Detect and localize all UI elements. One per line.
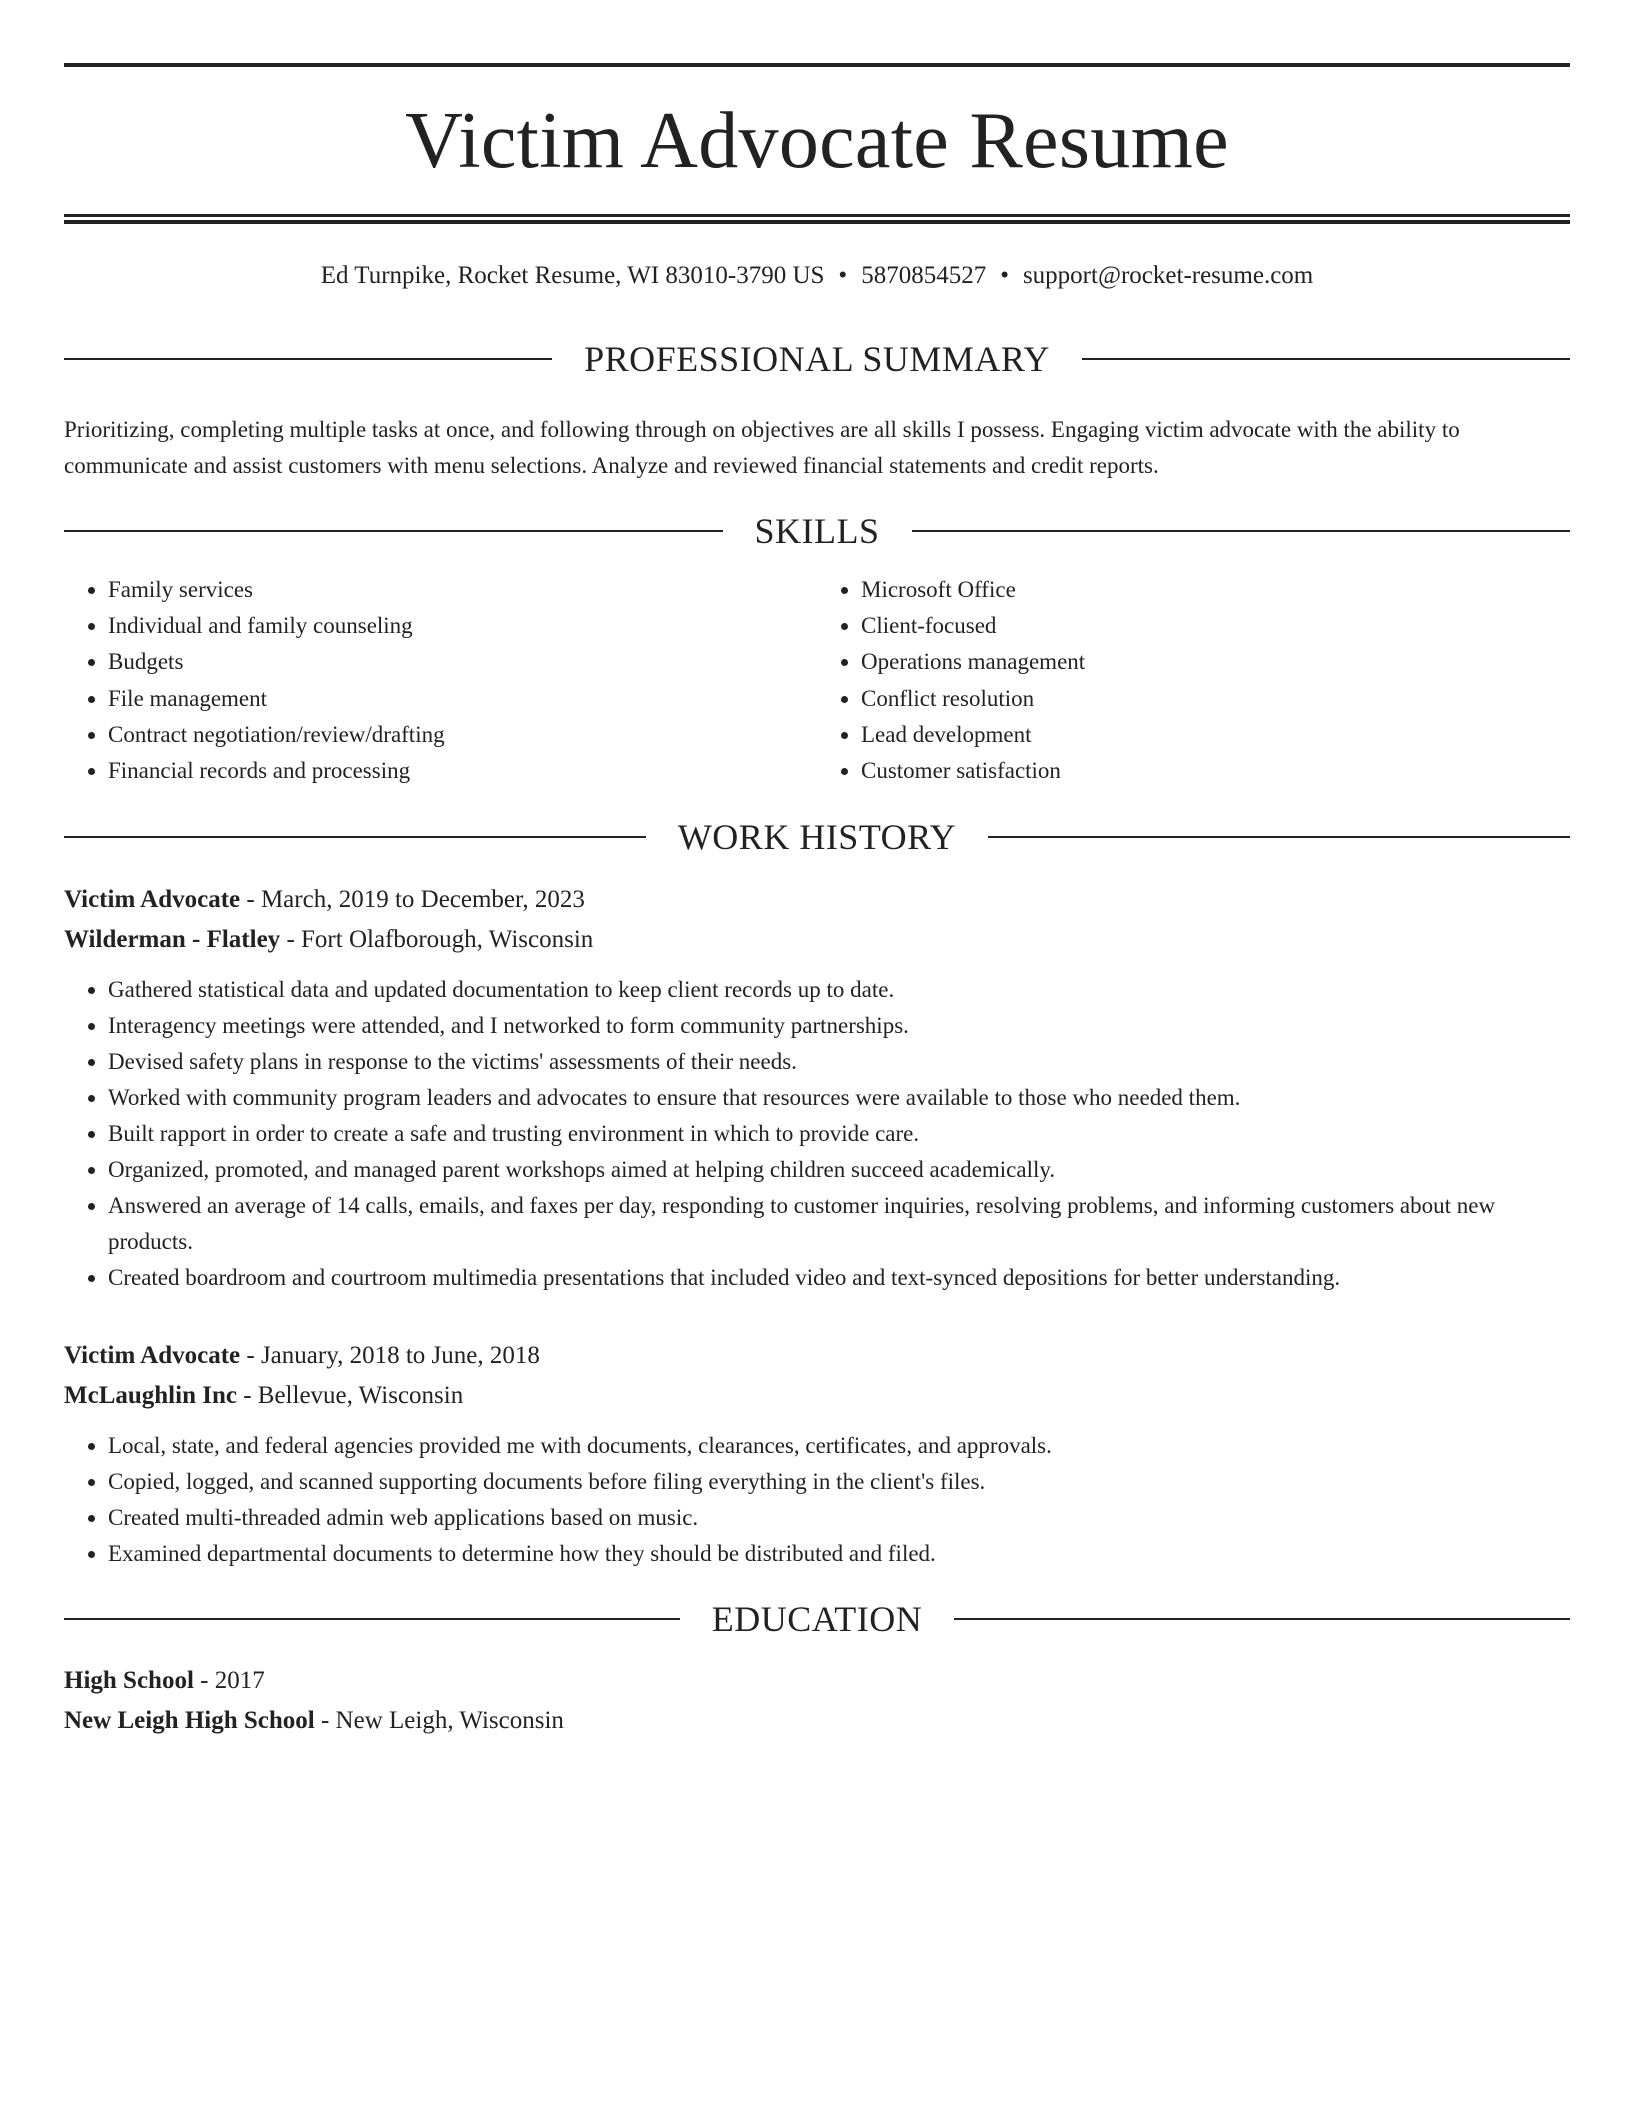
heading-rule xyxy=(64,358,552,360)
summary-section-heading xyxy=(64,341,1570,377)
skill-item: • Family services xyxy=(108,572,817,608)
contact-email: support@rocket-resume.com xyxy=(1022,262,1314,289)
skill-item: • Conflict resolution xyxy=(861,681,1570,717)
education-school: New Leigh High School xyxy=(64,1707,315,1735)
education-section-heading xyxy=(64,1599,1570,1640)
skill-item: • File management xyxy=(108,681,817,717)
resume-title: Victim Advocate Resume xyxy=(405,97,1229,185)
education-year: - 2017 xyxy=(193,1667,265,1695)
job-bullet: • Answered an average of 14 calls, emails, and faxes per day, responding to customer inquiries, resolving problems, and informing customers about new products. xyxy=(108,1188,1570,1260)
job-bullets xyxy=(64,972,1570,1296)
summary-heading-label: PROFESSIONAL SUMMARY xyxy=(584,339,1050,379)
job-bullets xyxy=(64,1428,1570,1572)
job-title: Victim Advocate xyxy=(64,886,241,914)
contact-phone: 5870854527 xyxy=(861,262,987,289)
job-bullet: • Interagency meetings were attended, and I networked to form community partnerships. xyxy=(108,1008,1570,1044)
job-entry xyxy=(64,880,1570,1296)
skill-item: • Microsoft Office xyxy=(861,572,1570,608)
job-bullet: • Organized, promoted, and managed parent workshops aimed at helping children succeed academically. xyxy=(108,1152,1570,1188)
contact-separator: • xyxy=(1000,262,1009,289)
title-double-rule xyxy=(64,214,1570,224)
skill-item: • Financial records and processing xyxy=(108,753,817,789)
job-bullet: • Created boardroom and courtroom multimedia presentations that included video and text-synced depositions for better understanding. xyxy=(108,1260,1570,1296)
job-bullet: • Devised safety plans in response to the victims' assessments of their needs. xyxy=(108,1044,1570,1080)
heading-rule xyxy=(912,530,1571,532)
job-title-line xyxy=(64,1336,1570,1376)
skill-item: • Lead development xyxy=(861,717,1570,753)
heading-rule xyxy=(1082,358,1570,360)
job-bullet: • Examined departmental documents to determine how they should be distributed and filed. xyxy=(108,1536,1570,1572)
job-entry xyxy=(64,1336,1570,1572)
skills-heading-label: SKILLS xyxy=(754,511,880,551)
skills-columns xyxy=(64,572,1570,789)
summary-text: Prioritizing, completing multiple tasks at once, and following through on objectives are all skills I possess. Engaging victim advocate with the ability to communicate and assist customers with menu selections. Analyze and reviewed financial statements and credit reports. xyxy=(64,417,1460,478)
skill-item: • Client-focused xyxy=(861,608,1570,644)
education-school-line xyxy=(64,1701,1570,1741)
work-heading-label: WORK HISTORY xyxy=(677,817,957,858)
contact-line xyxy=(64,261,1570,291)
job-bullet: • Worked with community program leaders and advocates to ensure that resources were available to those who needed them. xyxy=(108,1080,1570,1116)
skill-item: • Operations management xyxy=(861,644,1570,680)
education-degree: High School xyxy=(64,1667,194,1695)
skill-item: • Customer satisfaction xyxy=(861,753,1570,789)
skill-item: • Budgets xyxy=(108,644,817,680)
skill-item: • Contract negotiation/review/drafting xyxy=(108,717,817,753)
job-company-line xyxy=(64,1376,1570,1416)
job-bullet: • Local, state, and federal agencies provided me with documents, clearances, certificates, and approvals. xyxy=(108,1428,1570,1464)
heading-rule xyxy=(954,1618,1570,1620)
job-location: - Bellevue, Wisconsin xyxy=(236,1382,464,1410)
resume-page xyxy=(64,63,1570,1741)
job-location: - Fort Olafborough, Wisconsin xyxy=(280,926,594,954)
job-company: Wilderman - Flatley xyxy=(64,926,281,954)
heading-rule xyxy=(988,836,1570,838)
skill-item: • Individual and family counseling xyxy=(108,608,817,644)
job-title-line xyxy=(64,880,1570,920)
job-title: Victim Advocate xyxy=(64,1342,241,1370)
education-location: - New Leigh, Wisconsin xyxy=(314,1707,564,1735)
heading-rule xyxy=(64,836,646,838)
job-dates: - March, 2019 to December, 2023 xyxy=(240,886,585,914)
job-company: McLaughlin Inc xyxy=(64,1382,237,1410)
skills-list-right xyxy=(817,572,1570,789)
contact-separator: • xyxy=(838,262,848,289)
heading-rule xyxy=(64,530,723,532)
job-bullet: • Gathered statistical data and updated documentation to keep client records up to date. xyxy=(108,972,1570,1008)
job-bullet: • Built rapport in order to create a safe and trusting environment in which to provide care. xyxy=(108,1116,1570,1152)
job-company-line xyxy=(64,920,1570,960)
education-heading-label: EDUCATION xyxy=(711,1599,923,1640)
heading-rule xyxy=(64,1618,680,1620)
skills-section-heading xyxy=(64,513,1570,549)
top-rule xyxy=(64,63,1570,67)
skills-list-left xyxy=(64,572,817,789)
work-section-heading xyxy=(64,817,1570,858)
job-bullet: • Copied, logged, and scanned supporting documents before filing everything in the client's files. xyxy=(108,1464,1570,1500)
education-degree-line xyxy=(64,1661,1570,1701)
education-entry xyxy=(64,1661,1570,1741)
job-dates: - January, 2018 to June, 2018 xyxy=(240,1342,540,1370)
contact-address: Ed Turnpike, Rocket Resume, WI 83010-3790 US xyxy=(320,262,825,289)
job-bullet: • Created multi-threaded admin web applications based on music. xyxy=(108,1500,1570,1536)
